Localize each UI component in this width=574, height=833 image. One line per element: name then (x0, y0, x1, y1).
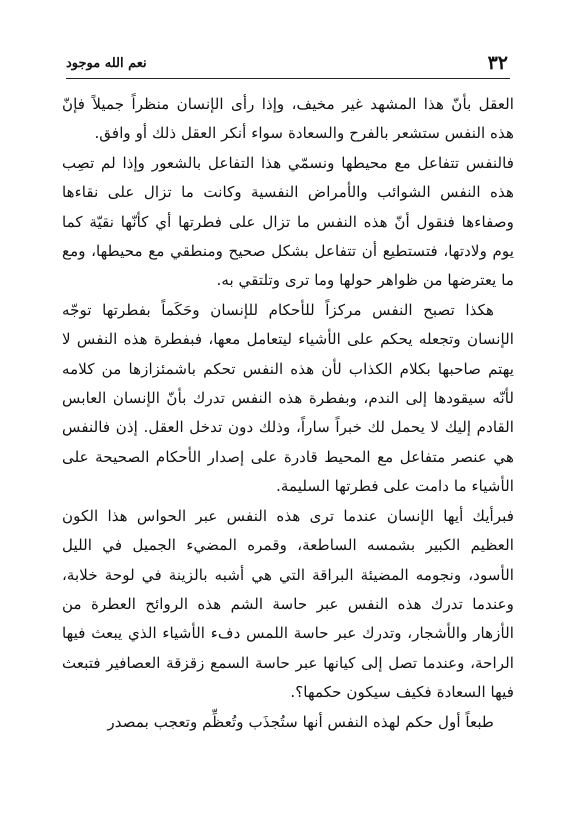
paragraph-soul-reaction: فالنفس تتفاعل مع محيطها ونسمّي هذا التفاعل بالشعور وإذا لم تصِب هذه النفس الشوائب والأمراض النفسية وكانت ما تزال على نقاءها وصفاءها فنقول أنّ هذه النفس ما تزال على فطرتها أي كأنّها نقيّة كما يوم ولادتها، فتستطيع أن تتفاعل بشكل صحيح ومنطقي مع محيطها، ومع ما يعترضها من ظواهر حولها وما ترى وتلتقي به. (62, 153, 514, 290)
running-head (66, 52, 508, 74)
paragraph-senses: فبرأيك أيها الإنسان عندما ترى هذه النفس عبر الحواس هذا الكون العظيم الكبير بشمسه الساطعة، وقمره المضيء الجميل في الليل الأسود، ونجومه المضيئة البراقة التي هي أشبه بالزينة في لوحة خلابة، وعندما تدرك هذه النفس عبر حاسة الشم هذه الروائح العطرة من الأزهار والأشجار، وتدرك عبر حاسة اللمس دفء الأشياء الذي يبعث فيها الراحة، وعندما تصل إلى كيانها عبر حاسة السمع زقزقة العصافير فتبعث فيها السعادة فكيف سيكون حكمها؟. (62, 506, 514, 702)
page-number: ٣٢ (487, 52, 508, 74)
header-rule (66, 78, 510, 79)
paragraph-continuation: العقل بأنّ هذا المشهد غير مخيف، وإذا رأى الإنسان منظراً جميلاً فإنّ هذه النفس ستشعر بالفرح والسعادة سواء أنكر العقل ذلك أو وافق. (62, 95, 514, 143)
book-title: نعم الله موجود (66, 56, 147, 71)
paragraph-first-judgment: طبعاً أول حكم لهذه النفس أنها ستُجذَب وتُعظِّم وتعجب بمصدر (107, 712, 494, 731)
body-text (62, 90, 514, 737)
paragraph-soul-judgment: هكذا تصبح النفس مركزاً للأحكام للإنسان وحَكَماً بفطرتها توجّه الإنسان وتجعله يحكم على الأشياء ليتعامل معها، فبفطرة هذه النفس لا يهتم صاحبها بكلام الكذاب لأن هذه النفس تحكم باشمئزازها من كلامه لأنّه سيقودها إلى الندم، وبفطرة هذه النفس تدرك بأنّ الإنسان العابس القادم إليك لا يحمل لك خبراً ساراً، وذلك دون تدخل العقل. إذن فالنفس هي عنصر متفاعل مع المحيط قادرة على إصدار الأحكام الصحيحة على الأشياء ما دامت على فطرتها السليمة. (62, 300, 514, 496)
